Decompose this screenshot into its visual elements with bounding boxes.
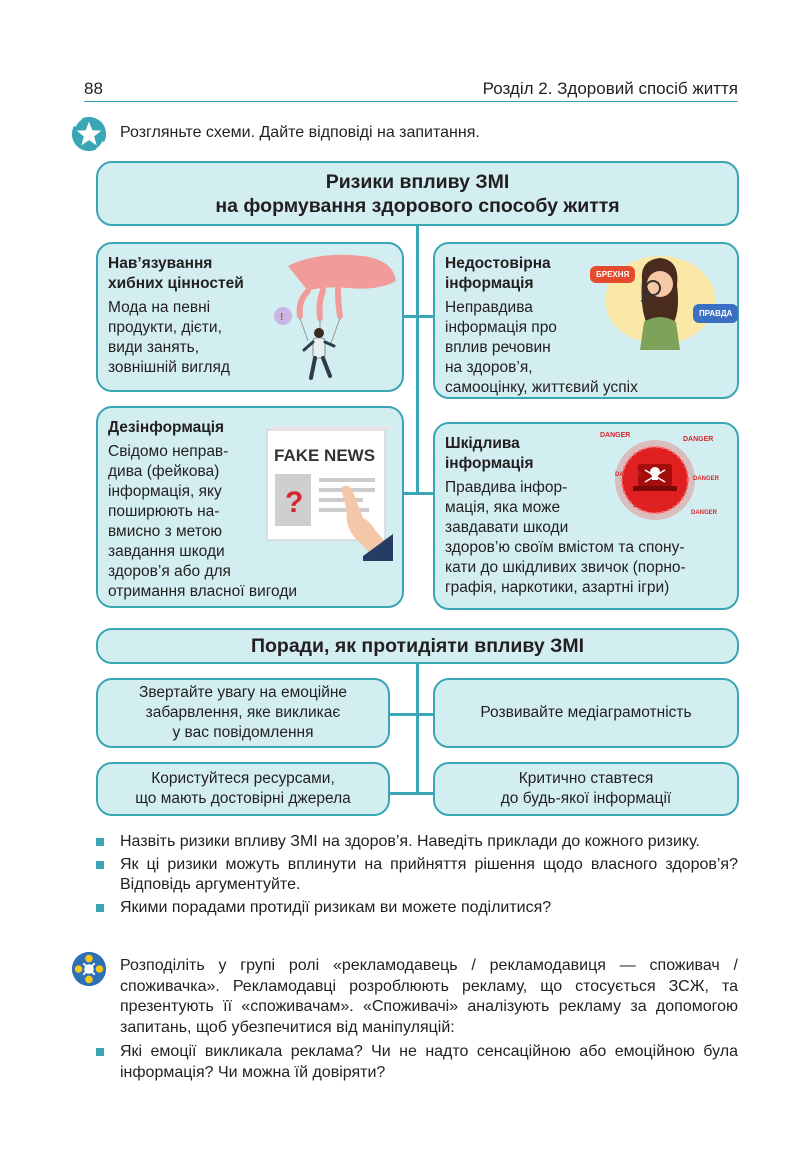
card-title-line: хибних цінностей [108,275,244,292]
tip-line: Користуйтеся ресурсами, [151,770,335,787]
risks-title-line2: на формування здорового способу життя [215,194,620,217]
list-item: Назвіть ризики впливу ЗМІ на здоров’я. Наведіть приклади до кожного ризику. [96,832,738,853]
scheme-connector-horizontal-top [403,315,433,318]
tip-emotional-coloring [96,678,390,748]
tip-line: Критично ставтеся [518,770,654,787]
tips-connector-vertical [416,664,419,794]
tip-line: Звертайте увагу на емоційне [138,684,348,701]
tip-line: забарвлення, яке викликає [145,704,341,721]
list-item: Як ці ризики можуть вплинути на прийняття рішення щодо власного здоров’я? Відповідь аргументуйте. [96,855,738,896]
risk-card-unreliable-info [433,242,739,399]
danger-label: DANGER [600,432,631,439]
truth-speech-bubble: ПРАВДА [693,304,738,323]
card-body-line: графія, наркотики, азартні ігри) [445,579,670,596]
risks-title-box [96,161,739,226]
tip-critical-thinking [433,762,739,816]
card-body-line: здоров’ю своїм вмістом та спону- [445,539,685,556]
danger-label: DANGER [683,436,714,443]
card-body-line: інформація, яку [108,483,222,500]
svg-text:!: ! [280,312,284,323]
tip-reliable-sources [96,762,390,816]
bullet-icon [96,861,104,869]
tip-line: що мають достовірні джерела [135,790,351,807]
tip-line: до будь-якої інформації [500,790,672,807]
danger-label: DANGER [693,476,720,482]
card-body-line: кати до шкідливих звичок (порно- [445,559,686,576]
risk-card-disinformation [96,406,404,608]
tips-title-box: Поради, як протидіяти впливу ЗМІ [96,628,739,664]
detective-woman-illustration [580,250,730,350]
card-body-line: Свідомо неправ- [108,443,229,460]
danger-label: DANGER [691,510,718,516]
tips-connector-horizontal-bottom [389,792,433,795]
bullet-icon [96,1048,104,1056]
star-icon [70,115,108,153]
card-body-line: самооцінку, життєвий успіх [445,379,638,396]
tip-line: у вас повідомлення [172,724,314,741]
header-divider [84,101,738,102]
puppet-hand-illustration [268,246,398,386]
card-title-line: інформація [445,275,534,292]
danger-label: DANGER [615,472,642,478]
card-title-line: Шкідлива [445,435,520,452]
list-item: Які емоції викликала реклама? Чи не надто сенсаційною або емоційною була інформація? Чи можна їй довіряти? [96,1042,738,1083]
page-number: 88 [84,79,103,98]
card-body-line: завдавати шкоди [445,519,569,536]
card-body-line: дива (фейкова) [108,463,220,480]
bullet-icon [96,904,104,912]
card-body-line: вплив речовин [445,339,551,356]
card-title-line: Нав’язування [108,255,213,272]
risk-card-false-values [96,242,404,392]
card-body-line: Мода на певні [108,299,211,316]
lie-speech-bubble: БРЕХНЯ [590,266,635,283]
card-title-line: Дезінформація [108,419,225,436]
card-body-line: отримання власної вигоди [108,583,298,600]
card-body-line: мація, яка може [445,499,561,516]
card-body-line: на здоров’я, [445,359,533,376]
card-body-line: вмисно з метою [108,523,222,540]
svg-text:?: ? [285,486,304,519]
card-title-line: Недостовірна [445,255,551,272]
questions-list [96,832,738,920]
scheme-connector-vertical [416,226,419,494]
section-title: Розділ 2. Здоровий спосіб життя [482,79,738,98]
danger-label: DANGER [633,502,664,509]
risk-card-harmful-info [433,422,739,610]
group-questions-list [96,1042,738,1083]
newspaper-headline: FAKE NEWS [274,446,376,465]
tip-media-literacy [433,678,739,748]
list-item: Якими порадами протидії ризикам ви можете поділитися? [96,898,738,919]
card-body-line: Правдива інфор- [445,479,568,496]
card-body-line: продукти, дієти, [108,319,222,336]
group-task-text: Розподіліть у групі ролі «рекламодавець / рекламодавиця — споживач / споживачка». Рекламодавці розроблюють рекламу, що стосується ЗСЖ, та презентують її «споживачам». «Споживачі» аналізують рекламу за допомогою запитань, щоб убезпечитися від маніпуляцій: [120,957,738,1036]
bullet-icon [96,838,104,846]
scheme-connector-horizontal-bottom [403,492,433,495]
group-work-icon [70,950,108,988]
tip-line: Розвивайте медіаграмотність [480,704,692,721]
card-body-line: Неправдива [445,299,533,316]
tips-connector-horizontal-top [389,713,433,716]
card-body-line: види занять, [108,339,200,356]
card-body-line: здоров’я або для [108,563,231,580]
card-title-line: інформація [445,455,534,472]
card-body-line: зовнішній вигляд [108,359,230,376]
risks-title-line1: Ризики впливу ЗМІ [325,170,510,193]
card-body-line: поширюють на- [108,503,220,520]
card-body-line: інформація про [445,319,557,336]
intro-text: Розгляньте схеми. Дайте відповіді на запитання. [120,124,480,141]
card-body-line: завдання шкоди [108,543,225,560]
